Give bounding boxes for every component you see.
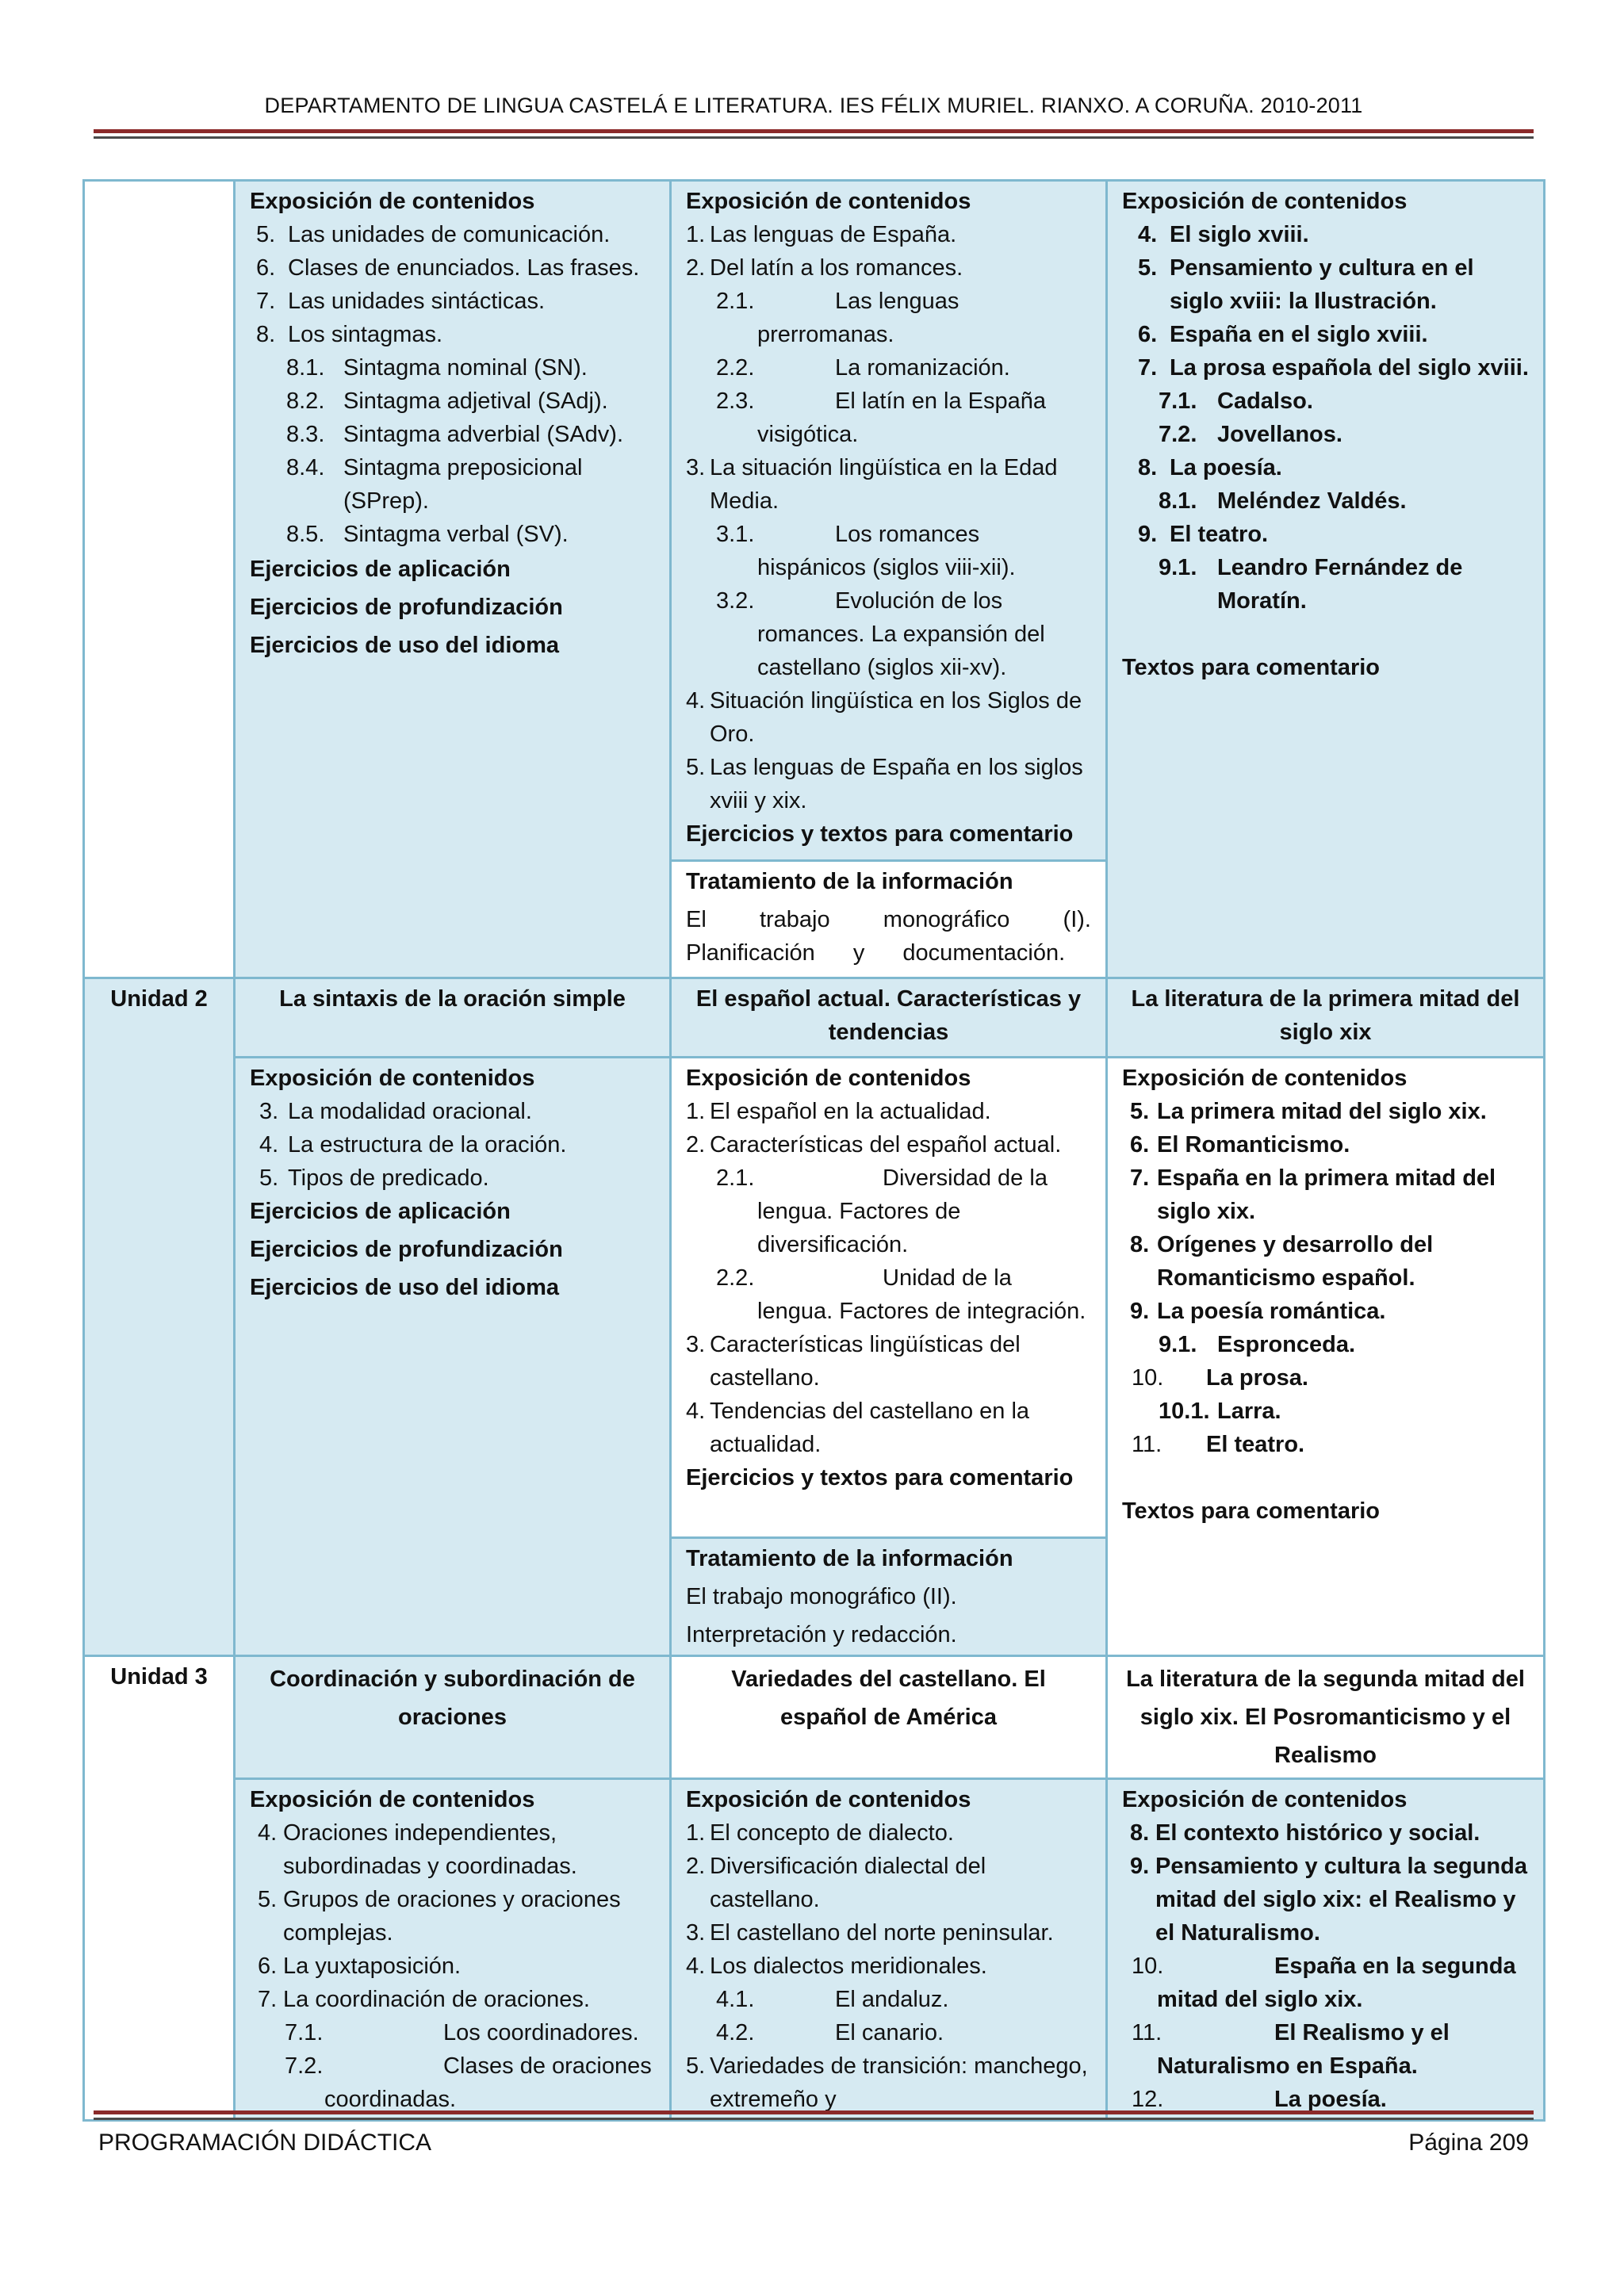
unit2-col2-cell (671, 1058, 1107, 1538)
unit3-title-col1: Coordinación y subordinación de oraciones (235, 1656, 671, 1779)
list-item: 9.1. Leandro Fernández de Moratín. (1159, 555, 1463, 614)
list-item: 8.5. Sintagma verbal (SV). (286, 522, 569, 547)
unit3-col3-cell (1107, 1779, 1545, 2121)
list-item: 7.2. Jovellanos. (1159, 422, 1342, 447)
list-item: 2.1. Diversidad de la lengua. Factores de diversificación. (716, 1165, 1048, 1257)
section-heading: Exposición de contenidos (686, 189, 971, 214)
list-item: 2. Del latín a los romances. (686, 255, 963, 281)
section-heading: Exposición de contenidos (1122, 1066, 1408, 1091)
list-item: 12. La poesía. (1132, 2087, 1387, 2112)
list-item: 8.4. Sintagma preposicional (SPrep). (286, 455, 583, 514)
list-item: 8. Los sintagmas. (256, 322, 443, 347)
exercises-language-use: Ejercicios de uso del idioma (250, 1275, 560, 1300)
list-item: 8.3. Sintagma adverbial (SAdv). (286, 422, 623, 447)
list-item: 7.2. Clases de oraciones coordinadas. (285, 2053, 652, 2112)
unit3-col1-cell (235, 1779, 671, 2121)
list-item: 10. La prosa. (1132, 1365, 1308, 1391)
exercises-applied: Ejercicios de aplicación (250, 1199, 511, 1224)
unit3-col2-cell (671, 1779, 1107, 2121)
list-item: 2.2. La romanización. (716, 355, 1010, 381)
unit1-col3-cell (1107, 181, 1545, 978)
list-item: 3. La modalidad oracional. (259, 1099, 532, 1124)
list-item: 7.1. Los coordinadores. (285, 2020, 639, 2045)
list-item: 3.1. Los romances hispánicos (siglos viii-xii). (716, 522, 1016, 580)
unit3-title-row (84, 1656, 1545, 1779)
list-item: 4. El siglo xviii. (1138, 222, 1309, 247)
section-heading: Exposición de contenidos (250, 1787, 535, 1812)
unit1-content-row (84, 181, 1545, 861)
list-item: 6. España en el siglo xviii. (1138, 322, 1428, 347)
list-item: 9. La poesía romántica. (1130, 1299, 1386, 1324)
list-item: 9. Pensamiento y cultura la segunda mitad del siglo xix: el Realismo y el Naturalismo. (1130, 1854, 1527, 1946)
section-heading: Exposición de contenidos (1122, 1787, 1408, 1812)
unit2-title-col2: El español actual. Características y tendencias (671, 978, 1107, 1058)
list-item: 7. España en la primera mitad del siglo xix. (1130, 1165, 1496, 1224)
list-item: 10.1. Larra. (1159, 1399, 1281, 1424)
list-item: 3. La situación lingüística en la Edad Media. (686, 455, 1058, 514)
list-item: 7. La coordinación de oraciones. (258, 1987, 590, 2012)
list-item: 8.2. Sintagma adjetival (SAdj). (286, 388, 608, 414)
list-item: 5. Las unidades de comunicación. (256, 222, 611, 247)
exercises-deepening: Ejercicios de profundización (250, 1237, 563, 1262)
section-heading: Exposición de contenidos (686, 1787, 971, 1812)
unit1-col2-cell (671, 181, 1107, 861)
list-item: 8. Orígenes y desarrollo del Romanticismo español. (1130, 1232, 1434, 1291)
list-item: 6. La yuxtaposición. (258, 1954, 462, 1979)
page-number: Página 209 (1408, 2130, 1529, 2156)
exercises-texts: Ejercicios y textos para comentario (686, 821, 1074, 847)
list-item: 11. El teatro. (1132, 1432, 1305, 1457)
unit2-col1-cell (235, 1058, 671, 1656)
unit2-title-col3: La literatura de la primera mitad del siglo xix (1107, 978, 1545, 1058)
list-item: 8.1. Meléndez Valdés. (1159, 488, 1407, 514)
list-item: 5. Las lenguas de España en los siglos xviii y xix. (686, 755, 1083, 813)
section-heading: Exposición de contenidos (250, 1066, 535, 1091)
unit2-title-row (84, 978, 1545, 1058)
list-item: 11. El Realismo y el Naturalismo en España. (1132, 2020, 1450, 2079)
unit2-title-col1: La sintaxis de la oración simple (235, 978, 671, 1058)
exercises-applied: Ejercicios de aplicación (250, 557, 511, 582)
list-item: 2.3. El latín en la España visigótica. (716, 388, 1047, 447)
header-rule (94, 129, 1534, 139)
unit3-title-col3: La literatura de la segunda mitad del siglo xix. El Posromanticismo y el Realismo (1107, 1656, 1545, 1779)
list-item: 4. Oraciones independientes, subordinadas y coordinadas. (258, 1820, 577, 1879)
list-item: 2.1. Las lenguas prerromanas. (716, 289, 959, 347)
list-item: 2. Características del español actual. (686, 1132, 1062, 1158)
unit1-info-cell (671, 861, 1107, 978)
program-table (82, 179, 1545, 2122)
list-item: 6. El Romanticismo. (1130, 1132, 1350, 1158)
list-item: 4. Situación lingüística en los Siglos de Oro. (686, 688, 1082, 747)
list-item: 4. Los dialectos meridionales. (686, 1954, 987, 1979)
list-item: 10. España en la segunda mitad del siglo xix. (1132, 1954, 1516, 2012)
list-item: 3. El castellano del norte peninsular. (686, 1920, 1054, 1946)
list-item: 5. La primera mitad del siglo xix. (1130, 1099, 1487, 1124)
unit2-content-row (84, 1058, 1545, 1538)
list-item: 5. Tipos de predicado. (259, 1165, 489, 1191)
unit3-label: Unidad 3 (84, 1656, 235, 2121)
section-heading: Exposición de contenidos (1122, 189, 1408, 214)
list-item: 8.1. Sintagma nominal (SN). (286, 355, 588, 381)
footer-rule (94, 2110, 1534, 2120)
list-item: 5. Variedades de transición: manchego, extremeño y (686, 2053, 1088, 2112)
list-item: 9. El teatro. (1138, 522, 1269, 547)
list-item: 1. El concepto de dialecto. (686, 1820, 954, 1846)
unit2-info-cell (671, 1538, 1107, 1656)
list-item: 5. Pensamiento y cultura en el siglo xviii: la Ilustración. (1138, 255, 1474, 314)
list-item: 4. Tendencias del castellano en la actualidad. (686, 1399, 1030, 1457)
list-item: 7.1. Cadalso. (1159, 388, 1313, 414)
page-header: DEPARTAMENTO DE LINGUA CASTELÁ E LITERATURA. IES FÉLIX MURIEL. RIANXO. A CORUÑA. 2010-2011 (264, 94, 1363, 117)
info-text-line2: Interpretación y redacción. (686, 1622, 957, 1647)
list-item: 1. Las lenguas de España. (686, 222, 957, 247)
footer-left: PROGRAMACIÓN DIDÁCTICA (98, 2130, 432, 2156)
list-item: 1. El español en la actualidad. (686, 1099, 991, 1124)
list-item: 7. La prosa española del siglo xviii. (1138, 355, 1529, 381)
exercises-deepening: Ejercicios de profundización (250, 595, 563, 620)
list-item: 4.1. El andaluz. (716, 1987, 949, 2012)
list-item: 4. La estructura de la oración. (259, 1132, 567, 1158)
list-item: 3. Características lingüísticas del castellano. (686, 1332, 1021, 1391)
list-item: 6. Clases de enunciados. Las frases. (256, 255, 640, 281)
texts-for-commentary: Textos para comentario (1122, 1498, 1381, 1524)
unit1-label-cell (84, 181, 235, 978)
unit3-content-row (84, 1779, 1545, 2121)
exercises-language-use: Ejercicios de uso del idioma (250, 633, 560, 658)
unit2-col3-cell (1107, 1058, 1545, 1656)
list-item: 2. Diversificación dialectal del castellano. (686, 1854, 986, 1912)
info-heading: Tratamiento de la información (686, 869, 1013, 894)
section-heading: Exposición de contenidos (686, 1066, 971, 1091)
info-text: El trabajo monográfico (I). Planificación y documentación. (686, 907, 1091, 966)
list-item: 8. El contexto histórico y social. (1130, 1820, 1480, 1846)
section-heading: Exposición de contenidos (250, 189, 535, 214)
list-item: 3.2. Evolución de los romances. La expansión del castellano (siglos xii-xv). (716, 588, 1045, 680)
unit2-label: Unidad 2 (84, 978, 235, 1656)
texts-for-commentary: Textos para comentario (1122, 655, 1381, 680)
unit1-col1-cell (235, 181, 671, 978)
list-item: 5. Grupos de oraciones y oraciones complejas. (258, 1887, 621, 1946)
list-item: 7. Las unidades sintácticas. (256, 289, 546, 314)
list-item: 2.2. Unidad de la lengua. Factores de integración. (716, 1265, 1086, 1324)
info-text-line1: El trabajo monográfico (II). (686, 1584, 957, 1609)
exercises-texts: Ejercicios y textos para comentario (686, 1465, 1074, 1490)
list-item: 9.1. Espronceda. (1159, 1332, 1356, 1357)
list-item: 8. La poesía. (1138, 455, 1282, 480)
list-item: 4.2. El canario. (716, 2020, 944, 2045)
unit3-title-col2: Variedades del castellano. El español de América (671, 1656, 1107, 1779)
info-heading: Tratamiento de la información (686, 1546, 1013, 1571)
page-footer (98, 2130, 1529, 2156)
